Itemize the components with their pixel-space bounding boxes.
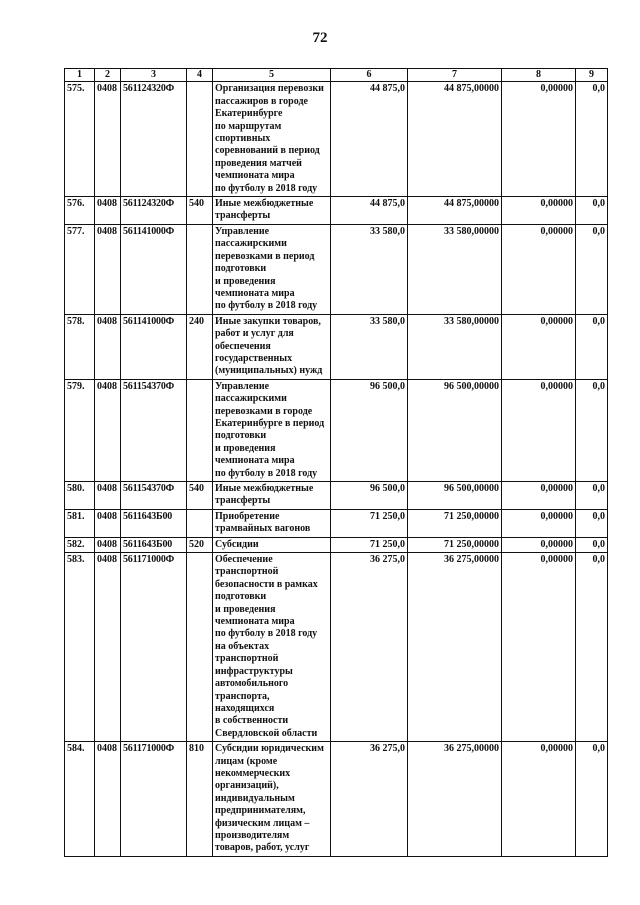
header-cell: 1: [65, 69, 95, 82]
target-code: 561154370Ф: [121, 482, 187, 510]
amount-full: 33 580,00000: [408, 224, 502, 314]
amount-full: 44 875,00000: [408, 82, 502, 197]
percent: 0,0: [576, 553, 608, 742]
percent: 0,0: [576, 197, 608, 225]
table-row: [65, 509, 608, 537]
amount-full: 71 250,00000: [408, 509, 502, 537]
amount-full: 36 275,00000: [408, 742, 502, 857]
percent: 0,0: [576, 537, 608, 552]
table-row: [65, 537, 608, 552]
percent: 0,0: [576, 379, 608, 481]
amount-other: 0,00000: [502, 379, 576, 481]
header-cell: 5: [213, 69, 331, 82]
target-code: 5611643Б00: [121, 509, 187, 537]
row-number: 575.: [65, 82, 95, 197]
amount-full: 71 250,00000: [408, 537, 502, 552]
row-number: 576.: [65, 197, 95, 225]
header-cell: 3: [121, 69, 187, 82]
amount: 36 275,0: [331, 553, 408, 742]
expense-type-code: [187, 379, 213, 481]
expense-type-code: 810: [187, 742, 213, 857]
row-number: 578.: [65, 314, 95, 379]
item-name: Субсидии юридическим лицам (кроме некоммерческих организаций), индивидуальным предпринимателям, физическим лицам – производителям товаров, работ, услуг: [213, 742, 331, 857]
percent: 0,0: [576, 742, 608, 857]
amount-other: 0,00000: [502, 553, 576, 742]
table-row: [65, 224, 608, 314]
row-number: 579.: [65, 379, 95, 481]
percent: 0,0: [576, 82, 608, 197]
target-code: 561141000Ф: [121, 314, 187, 379]
amount: 36 275,0: [331, 742, 408, 857]
amount: 71 250,0: [331, 509, 408, 537]
section-code: 0408: [95, 82, 121, 197]
amount-other: 0,00000: [502, 537, 576, 552]
expense-type-code: 540: [187, 197, 213, 225]
item-name: Управление пассажирскими перевозками в период подготовки и проведения чемпионата мира по футболу в 2018 году: [213, 224, 331, 314]
amount: 96 500,0: [331, 482, 408, 510]
amount: 33 580,0: [331, 314, 408, 379]
row-number: 581.: [65, 509, 95, 537]
header-row: [65, 69, 608, 82]
amount-other: 0,00000: [502, 224, 576, 314]
percent: 0,0: [576, 314, 608, 379]
amount: 44 875,0: [331, 82, 408, 197]
amount-full: 44 875,00000: [408, 197, 502, 225]
target-code: 561141000Ф: [121, 224, 187, 314]
expense-type-code: [187, 553, 213, 742]
expense-type-code: 540: [187, 482, 213, 510]
target-code: 561171000Ф: [121, 553, 187, 742]
amount-other: 0,00000: [502, 482, 576, 510]
section-code: 0408: [95, 742, 121, 857]
table-row: [65, 482, 608, 510]
amount: 44 875,0: [331, 197, 408, 225]
expense-type-code: [187, 224, 213, 314]
item-name: Приобретение трамвайных вагонов: [213, 509, 331, 537]
header-cell: 7: [408, 69, 502, 82]
amount-other: 0,00000: [502, 197, 576, 225]
section-code: 0408: [95, 379, 121, 481]
item-name: Иные закупки товаров, работ и услуг для обеспечения государственных (муниципальных) нужд: [213, 314, 331, 379]
amount-other: 0,00000: [502, 82, 576, 197]
section-code: 0408: [95, 224, 121, 314]
percent: 0,0: [576, 482, 608, 510]
expense-type-code: [187, 509, 213, 537]
table-row: [65, 197, 608, 225]
amount-full: 96 500,00000: [408, 482, 502, 510]
table-row: [65, 82, 608, 197]
row-number: 583.: [65, 553, 95, 742]
amount-other: 0,00000: [502, 742, 576, 857]
section-code: 0408: [95, 509, 121, 537]
table-row: [65, 553, 608, 742]
section-code: 0408: [95, 553, 121, 742]
section-code: 0408: [95, 537, 121, 552]
row-number: 584.: [65, 742, 95, 857]
item-name: Иные межбюджетные трансферты: [213, 197, 331, 225]
section-code: 0408: [95, 197, 121, 225]
percent: 0,0: [576, 224, 608, 314]
budget-table: [64, 68, 608, 857]
amount: 71 250,0: [331, 537, 408, 552]
row-number: 580.: [65, 482, 95, 510]
target-code: 561124320Ф: [121, 197, 187, 225]
expense-type-code: [187, 82, 213, 197]
header-cell: 4: [187, 69, 213, 82]
section-code: 0408: [95, 482, 121, 510]
amount-full: 96 500,00000: [408, 379, 502, 481]
amount-other: 0,00000: [502, 314, 576, 379]
row-number: 582.: [65, 537, 95, 552]
section-code: 0408: [95, 314, 121, 379]
item-name: Управление пассажирскими перевозками в городе Екатеринбурге в период подготовки и проведения чемпионата мира по футболу в 2018 году: [213, 379, 331, 481]
item-name: Субсидии: [213, 537, 331, 552]
amount: 33 580,0: [331, 224, 408, 314]
table-row: [65, 742, 608, 857]
table-row: [65, 379, 608, 481]
expense-type-code: 240: [187, 314, 213, 379]
target-code: 561124320Ф: [121, 82, 187, 197]
page-number: 72: [312, 30, 328, 46]
target-code: 561171000Ф: [121, 742, 187, 857]
table-row: [65, 314, 608, 379]
amount-full: 36 275,00000: [408, 553, 502, 742]
item-name: Иные межбюджетные трансферты: [213, 482, 331, 510]
amount: 96 500,0: [331, 379, 408, 481]
header-cell: 8: [502, 69, 576, 82]
header-cell: 6: [331, 69, 408, 82]
header-cell: 9: [576, 69, 608, 82]
amount-other: 0,00000: [502, 509, 576, 537]
target-code: 561154370Ф: [121, 379, 187, 481]
item-name: Организация перевозки пассажиров в городе Екатеринбурге по маршрутам спортивных соревнований в период проведения матчей чемпионата мира по футболу в 2018 году: [213, 82, 331, 197]
header-cell: 2: [95, 69, 121, 82]
target-code: 5611643Б00: [121, 537, 187, 552]
amount-full: 33 580,00000: [408, 314, 502, 379]
item-name: Обеспечение транспортной безопасности в рамках подготовки и проведения чемпионата мира по футболу в 2018 году на объектах транспортной инфраструктуры автомобильного транспорта, находящихся в собственности Свердловской области: [213, 553, 331, 742]
percent: 0,0: [576, 509, 608, 537]
expense-type-code: 520: [187, 537, 213, 552]
row-number: 577.: [65, 224, 95, 314]
